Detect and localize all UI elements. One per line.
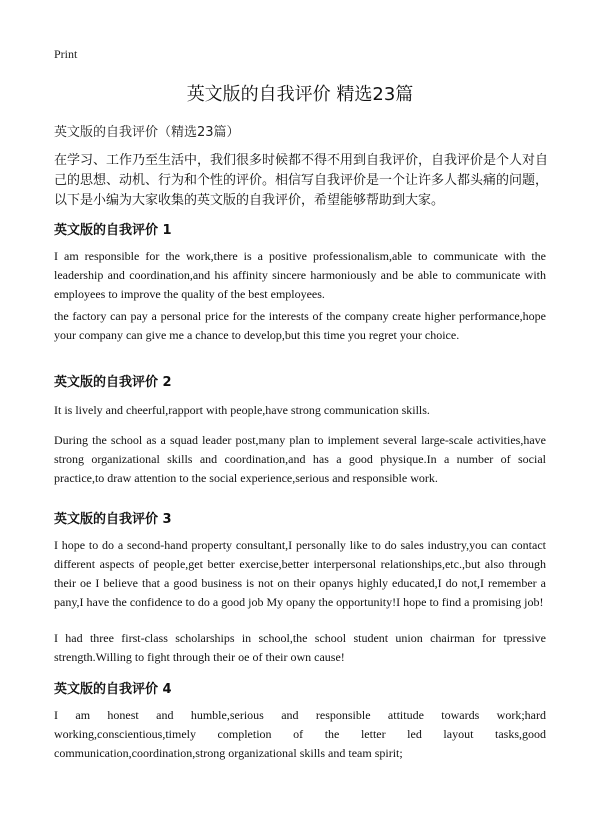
- section-paragraph: During the school as a squad leader post,many plan to implement several large-scale activities,have strong organizational skills and coordination,and has a good physique.In a number of social practice,to draw attention to the social experience,serious and responsible work.: [54, 433, 546, 485]
- section-heading: 英文版的自我评价 4: [54, 682, 172, 697]
- print-link[interactable]: Print: [54, 47, 78, 61]
- section-paragraph: I hope to do a second-hand property consultant,I personally like to do sales industry,you can contact different aspects of people,get better exercise,better interpersonal relationships,etc.,but also through their oe I believe that a good business is not on their opanys highly educated,I do not,I remember a pany,I have the confidence to do a good job My opany the opportunity!I hope to find a promising job!: [54, 538, 546, 609]
- section-paragraph: I am honest and humble,serious and responsible attitude towards work;hard working,conscientious,timely completion of the letter led layout tasks,good communication,coordination,strong organizational skills and team spirit;: [54, 708, 546, 760]
- section-heading: 英文版的自我评价 2: [54, 375, 172, 390]
- section-paragraph: the factory can pay a personal price for the interests of the company create higher performance,hope your company can give me a chance to develop,but this time you regret your choice.: [54, 309, 546, 342]
- page-title: 英文版的自我评价 精选23篇: [186, 84, 414, 105]
- section-heading: 英文版的自我评价 1: [54, 223, 172, 238]
- section-paragraph: It is lively and cheerful,rapport with people,have strong communication skills.: [54, 403, 430, 417]
- page-subtitle: 英文版的自我评价（精选23篇）: [54, 125, 240, 140]
- section-heading: 英文版的自我评价 3: [54, 512, 172, 527]
- section-paragraph: I am responsible for the work,there is a positive professionalism,able to communicate with the leadership and coordination,and his affinity sincere harmoniously and be able to communicate with employees to improve the quality of the best employees.: [54, 249, 546, 301]
- intro-paragraph: 在学习、工作乃至生活中，我们很多时候都不得不用到自我评价，自我评价是个人对自己的思想、动机、行为和个性的评价。相信写自我评价是一个让许多人都头痛的问题，以下是小编为大家收集的英文版的自我评价，希望能够帮助到大家。: [54, 153, 549, 208]
- section-paragraph: I had three first-class scholarships in school,the school student union chairman for tpressive strength.Willing to fight through their oe of their own cause!: [54, 631, 546, 664]
